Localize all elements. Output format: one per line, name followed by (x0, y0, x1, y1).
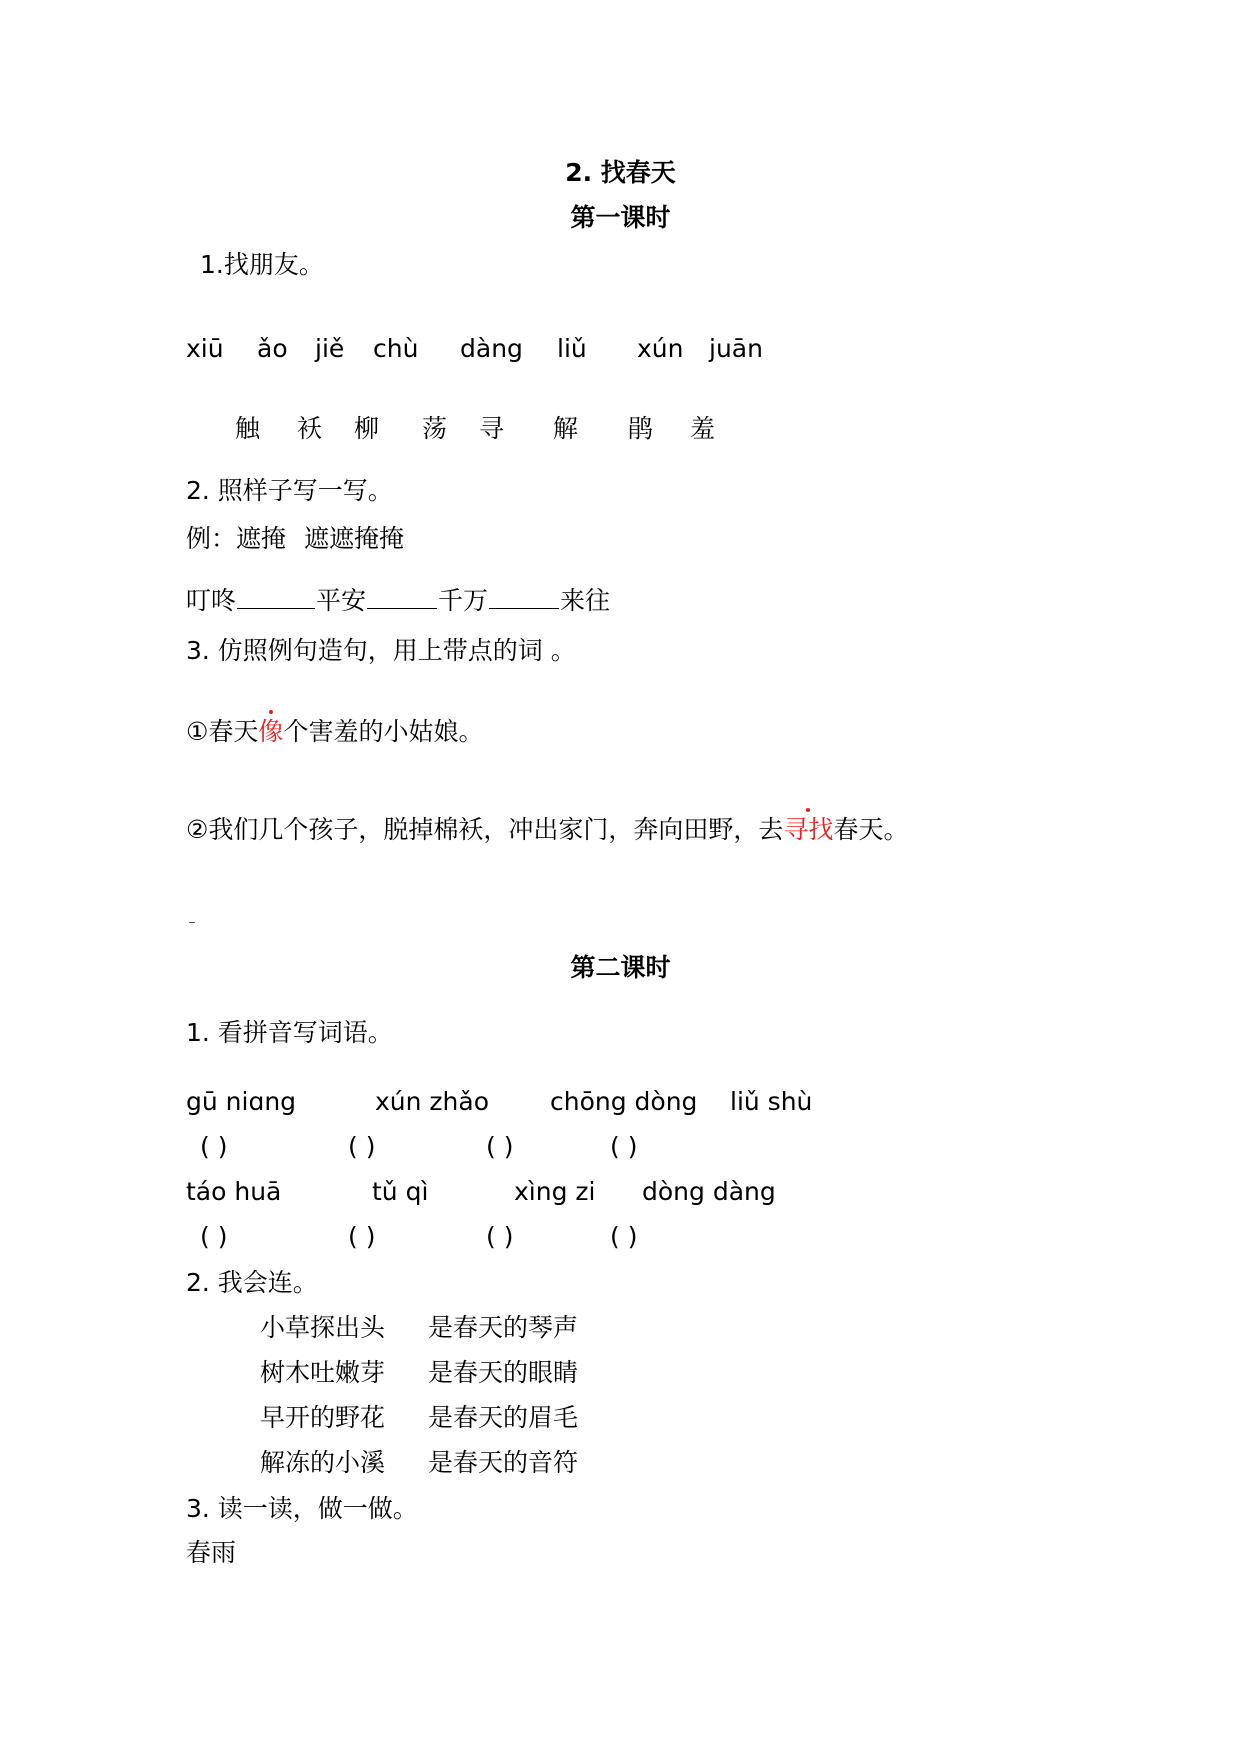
l2-q1-label: 1. 看拼音写词语。 (186, 1018, 393, 1047)
lesson1-heading: 第一课时 (570, 203, 671, 232)
page-title: 2. 找春天 (565, 158, 676, 187)
pinyin-item: xiū (186, 334, 224, 363)
dotted-word: 像 (258, 717, 284, 746)
answer-paren[interactable]: ( ) (200, 1132, 228, 1161)
answer-paren[interactable]: ( ) (348, 1222, 376, 1251)
pinyin-word: táo huā (186, 1177, 282, 1206)
answer-paren[interactable]: ( ) (610, 1132, 638, 1161)
pinyin-item: juān (709, 334, 763, 363)
l2-q3-label: 3. 读一读，做一做。 (186, 1494, 418, 1523)
pinyin-word: tǔ qì (372, 1177, 429, 1206)
l1-q3-label: 3. 仿照例句造句，用上带点的词 。 (186, 636, 576, 665)
match-left[interactable]: 解冻的小溪 (260, 1448, 386, 1477)
char-item: 鹃 (628, 414, 654, 443)
pinyin-word: xún zhǎo (375, 1087, 490, 1116)
sentence-text: 春天。 (833, 815, 909, 844)
sentence-text: ①春天 (186, 717, 259, 746)
fill-word: 叮咚 (186, 586, 237, 615)
pinyin-item: xún (637, 334, 684, 363)
pinyin-item: chù (373, 334, 419, 363)
char-item: 柳 (354, 414, 380, 443)
pinyin-item: liǔ (557, 334, 587, 363)
dotted-word: 寻找 (783, 815, 834, 844)
answer-paren[interactable]: ( ) (610, 1222, 638, 1251)
pinyin-item: jiě (315, 334, 345, 363)
match-left[interactable]: 早开的野花 (260, 1403, 386, 1432)
answer-paren[interactable]: ( ) (200, 1222, 228, 1251)
sentence-text: 个害羞的小姑娘。 (283, 717, 484, 746)
pinyin-word: chōng dòng (550, 1087, 698, 1116)
match-right[interactable]: 是春天的音符 (428, 1448, 579, 1477)
fill-word: 平安 (316, 586, 367, 615)
match-left[interactable]: 树木吐嫩芽 (260, 1358, 386, 1387)
answer-blank[interactable] (489, 586, 559, 609)
answer-paren[interactable]: ( ) (348, 1132, 376, 1161)
match-right[interactable]: 是春天的眼睛 (428, 1358, 579, 1387)
example-answer: 遮遮掩掩 (304, 524, 405, 553)
reading-title: 春雨 (186, 1538, 237, 1567)
fill-line (186, 586, 610, 616)
match-right[interactable]: 是春天的眉毛 (428, 1403, 579, 1432)
lesson2-heading: 第二课时 (570, 953, 671, 982)
example-word: 遮掩 (236, 524, 287, 553)
char-item: 触 (235, 414, 261, 443)
fill-word: 千万 (438, 586, 489, 615)
match-left[interactable]: 小草探出头 (260, 1313, 386, 1342)
l1-q2-label: 2. 照样子写一写。 (186, 476, 393, 505)
char-item: 羞 (690, 414, 716, 443)
char-item: 袄 (297, 414, 323, 443)
char-item: 寻 (479, 414, 505, 443)
char-item: 解 (553, 414, 579, 443)
example-sentence-1 (186, 717, 483, 747)
answer-paren[interactable]: ( ) (486, 1222, 514, 1251)
fill-word: 来往 (560, 586, 611, 615)
example-line (186, 524, 404, 554)
l2-q2-label: 2. 我会连。 (186, 1268, 318, 1297)
pinyin-word: gū niɑng (186, 1087, 297, 1116)
pinyin-word: liǔ shù (730, 1087, 813, 1116)
answer-blank[interactable] (237, 586, 315, 609)
pinyin-item: ǎo (257, 334, 288, 363)
pinyin-word: xìng zi (514, 1177, 596, 1206)
pinyin-word: dòng dàng (642, 1177, 776, 1206)
char-item: 荡 (422, 414, 448, 443)
sentence-text: ②我们几个孩子，脱掉棉袄，冲出家门，奔向田野，去 (186, 815, 784, 844)
divider-mark (189, 922, 195, 923)
answer-blank[interactable] (367, 586, 437, 609)
example-prefix: 例： (186, 524, 237, 553)
example-sentence-2 (186, 815, 908, 845)
pinyin-item: dàng (460, 334, 523, 363)
match-right[interactable]: 是春天的琴声 (428, 1313, 579, 1342)
l1-q1-label: 1.找朋友。 (200, 250, 324, 279)
answer-paren[interactable]: ( ) (486, 1132, 514, 1161)
